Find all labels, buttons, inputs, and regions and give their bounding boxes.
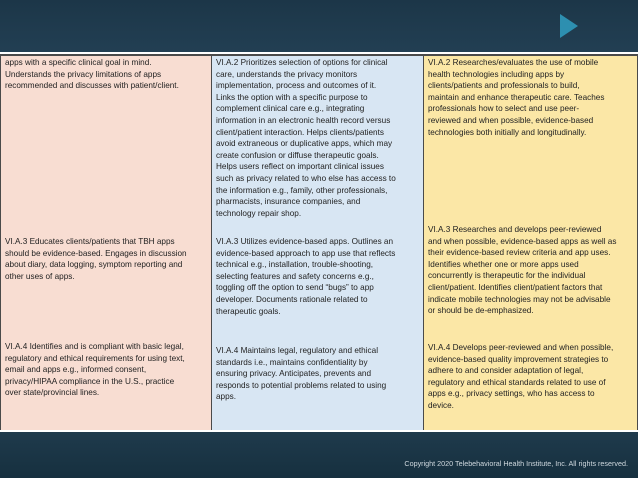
table-cell-col1-row3: VI.A.4 Identifies and is compliant with basic legal, regulatory and ethical requirements for using text, email and apps e.g., informed consent, privacy/HIPAA compliance in the U.S., practice over state/provincial lines. xyxy=(5,342,185,398)
table-column-3 xyxy=(424,56,638,430)
table-column-2 xyxy=(212,56,424,430)
table-cell-col2-row2: VI.A.3 Utilizes evidence-based apps. Outlines an evidence-based approach to app use that reflects technical e.g., installation, trouble-shooting, selecting features and safety concerns e.g., toggling off the option to send “bugs” to app developer. Documents rationale related to therapeutic goals. xyxy=(216,237,396,316)
table-cell-col1-row2: VI.A.3 Educates clients/patients that TBH apps should be evidence-based. Engages in discussion about diary, data logging, symptom reporting and other uses of apps. xyxy=(5,237,187,281)
table-cell-col3-row2: VI.A.3 Researches and develops peer-reviewed and when possible, evidence-based apps as well as their evidence-based review criteria and app uses. Identifies whether one or more apps used concurrently is therapeutic for the individual client/patient. Identifies client/patient factors that indicate mobile technologies may not be advisable or should be de-emphasized. xyxy=(428,225,617,316)
table-cell-col3-row1: VI.A.2 Researches/evaluates the use of mobile health technologies including apps by clients/patients and professionals to build, maintain and enhance therapeutic care. Teaches professionals how to select and use peer- reviewed and when possible, evidence-based technologies both initially and longitudinally. xyxy=(428,58,605,137)
slide-footer-band xyxy=(0,432,638,478)
copyright-notice: Copyright 2020 Telebehavioral Health Institute, Inc. All rights reserved. xyxy=(404,459,628,468)
table-cell-col1-row1: apps with a specific clinical goal in mind. Understands the privacy limitations of apps recommended and discusses with patient/client. xyxy=(5,58,179,91)
table-cell-col3-row3: VI.A.4 Develops peer-reviewed and when possible, evidence-based quality improvement strategies to adhere to and consider adaptation of legal, regulatory and ethical standards related to use of apps e.g., privacy settings, who has access to device. xyxy=(428,343,614,410)
table-column-1 xyxy=(0,56,212,430)
competency-table xyxy=(0,56,638,430)
triangle-logo-icon xyxy=(560,14,578,38)
table-cell-col2-row1: VI.A.2 Prioritizes selection of options for clinical care, understands the privacy monitors implementation, process and outcomes of it. Links the option with a specific purpose to complement clinical care e.g., integrating information in an electronic health record versus client/patient interaction. Helps clients/patients avoid extraneous or duplicative apps, which may create confusion or diffuse therapeutic goals. Helps users reflect on important clinical issues such as privacy related to who else has access to the information e.g., family, other professionals, pharmacists, insurance companies, and technology repair shop. xyxy=(216,58,396,218)
slide-header-band xyxy=(0,0,638,52)
table-cell-col2-row3: VI.A.4 Maintains legal, regulatory and ethical standards i.e., maintains confidentiality by ensuring privacy. Anticipates, prevents and responds to potential problems related to using apps. xyxy=(216,346,387,402)
